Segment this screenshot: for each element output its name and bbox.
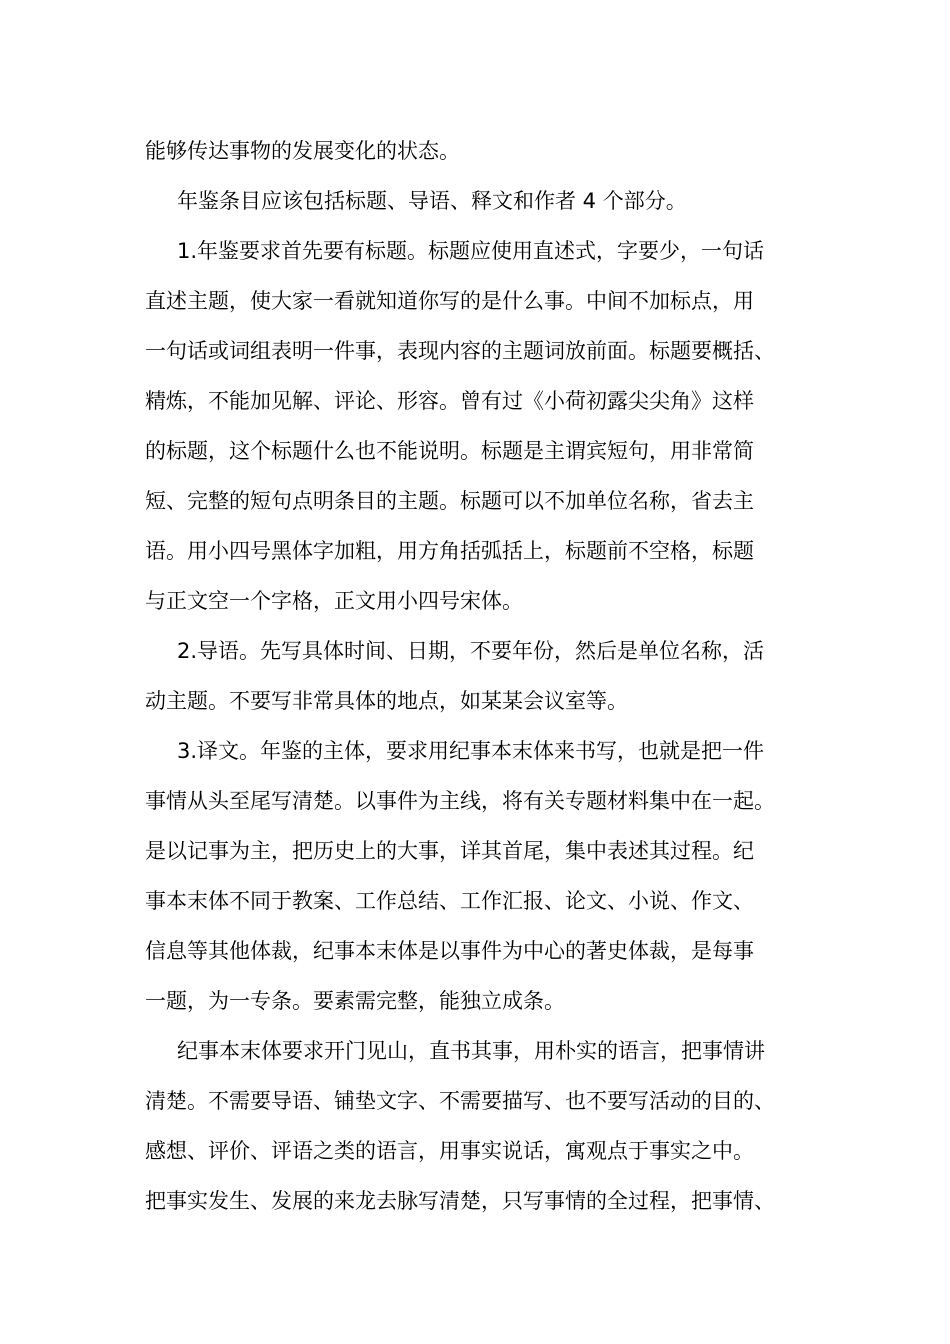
text-line: 一题，为一专条。要素需完整，能独立成条。 bbox=[145, 989, 565, 1013]
text-line: 3.译文。年鉴的主体，要求用纪事本末体来书写，也就是把一件 bbox=[177, 739, 765, 763]
text-line: 短、完整的短句点明条目的主题。标题可以不加单位名称，省去主 bbox=[145, 489, 754, 513]
document-body bbox=[145, 126, 825, 1226]
text-line: 语。用小四号黑体字加粗，用方角括弧括上，标题前不空格，标题 bbox=[145, 539, 754, 563]
text-line: 是以记事为主，把历史上的大事，详其首尾，集中表述其过程。纪 bbox=[145, 839, 754, 863]
text-line: 1.年鉴要求首先要有标题。标题应使用直述式，字要少，一句话 bbox=[177, 239, 765, 263]
text-line: 动主题。不要写非常具体的地点，如某某会议室等。 bbox=[145, 689, 628, 713]
text-line: 的标题，这个标题什么也不能说明。标题是主谓宾短句，用非常简 bbox=[145, 439, 754, 463]
text-line: 一句话或词组表明一件事，表现内容的主题词放前面。标题要概括、 bbox=[145, 339, 775, 363]
text-line: 能够传达事物的发展变化的状态。 bbox=[145, 139, 460, 163]
text-line: 与正文空一个字格，正文用小四号宋体。 bbox=[145, 589, 523, 613]
text-line: 纪事本末体要求开门见山，直书其事，用朴实的语言，把事情讲 bbox=[177, 1039, 765, 1063]
text-line: 2.导语。先写具体时间、日期，不要年份，然后是单位名称，活 bbox=[177, 639, 765, 663]
text-line: 把事实发生、发展的来龙去脉写清楚，只写事情的全过程，把事情、 bbox=[145, 1189, 775, 1213]
text-line: 精炼，不能加见解、评论、形容。曾有过《小荷初露尖尖角》这样 bbox=[145, 389, 754, 413]
text-line: 信息等其他体裁，纪事本末体是以事件为中心的著史体裁，是每事 bbox=[145, 939, 754, 963]
text-line: 事本末体不同于教案、工作总结、工作汇报、论文、小说、作文、 bbox=[145, 889, 754, 913]
text-line: 直述主题，使大家一看就知道你写的是什么事。中间不加标点，用 bbox=[145, 289, 754, 313]
text-line: 事情从头至尾写清楚。以事件为主线，将有关专题材料集中在一起。 bbox=[145, 789, 775, 813]
text-line: 清楚。不需要导语、铺垫文字、不需要描写、也不要写活动的目的、 bbox=[145, 1089, 775, 1113]
text-line: 年鉴条目应该包括标题、导语、释文和作者 4 个部分。 bbox=[177, 189, 687, 213]
text-line: 感想、评价、评语之类的语言，用事实说话，寓观点于事实之中。 bbox=[145, 1139, 754, 1163]
